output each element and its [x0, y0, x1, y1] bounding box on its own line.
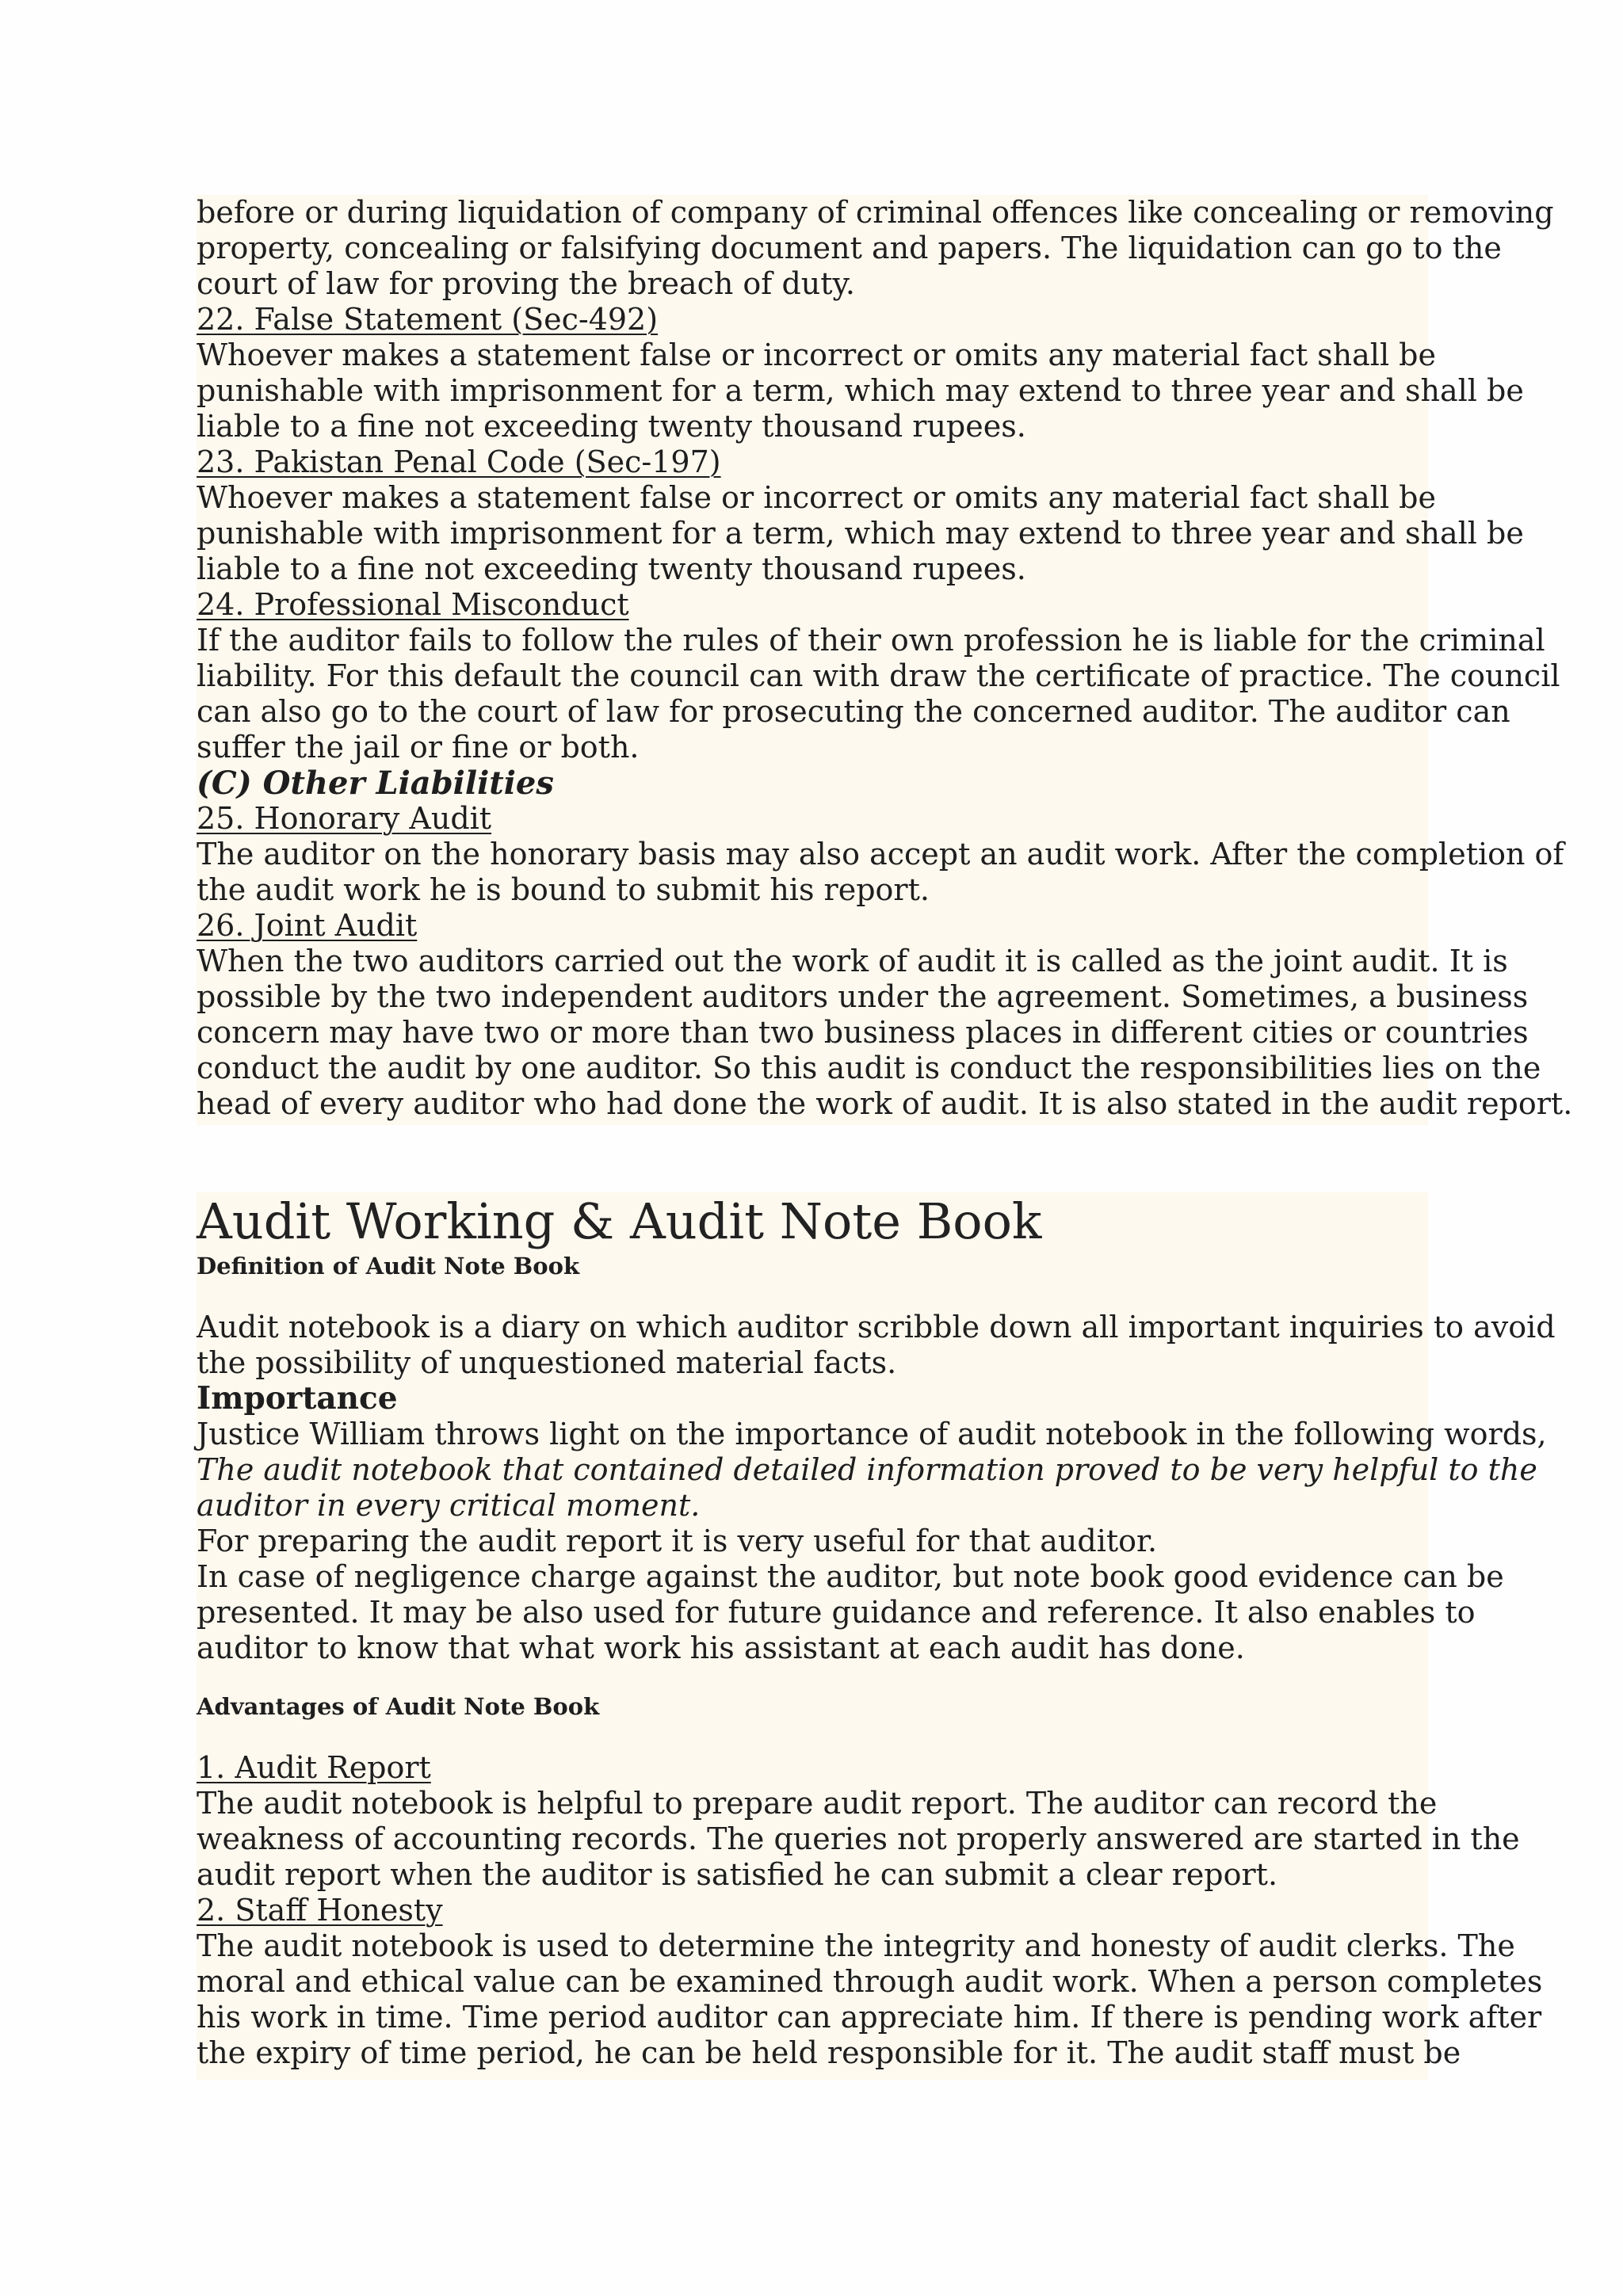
section-title: Audit Working & Audit Note Book — [197, 1192, 1042, 1250]
body-line: When the two auditors carried out the work of audit it is called as the joint audit. It is — [197, 944, 1508, 978]
body-line: court of law for proving the breach of duty. — [197, 266, 856, 301]
body-line: audit report when the auditor is satisfied he can submit a clear report. — [197, 1857, 1278, 1892]
item-25-heading[interactable]: 25. Honorary Audit — [197, 801, 492, 836]
body-line: In case of negligence charge against the auditor, but note book good evidence can be — [197, 1559, 1504, 1594]
body-line: liable to a fine not exceeding twenty thousand rupees. — [197, 551, 1026, 586]
body-line: punishable with imprisonment for a term, which may extend to three year and shall be — [197, 373, 1524, 408]
body-line: Whoever makes a statement false or incorrect or omits any material fact shall be — [197, 338, 1436, 372]
body-line: before or during liquidation of company of criminal offences like concealing or removing — [197, 195, 1554, 230]
definition-heading: Definition of Audit Note Book — [197, 1253, 580, 1280]
quote-line: auditor in every critical moment. — [197, 1488, 701, 1523]
liabilities-section — [197, 195, 1573, 1125]
other-liabilities-heading: (C) Other Liabilities — [197, 765, 554, 802]
body-line: suffer the jail or fine or both. — [197, 730, 640, 765]
body-line: punishable with imprisonment for a term, which may extend to three year and shall be — [197, 516, 1524, 551]
body-line: the expiry of time period, he can be held responsible for it. The audit staff must be — [197, 2035, 1461, 2070]
item-24-heading[interactable]: 24. Professional Misconduct — [197, 587, 629, 622]
body-line: Justice William throws light on the importance of audit notebook in the following words, — [197, 1417, 1547, 1451]
body-line: property, concealing or falsifying document and papers. The liquidation can go to the — [197, 231, 1502, 265]
body-line: Whoever makes a statement false or incorrect or omits any material fact shall be — [197, 480, 1436, 515]
audit-note-book-section — [197, 1192, 1556, 2080]
body-line: his work in time. Time period auditor can appreciate him. If there is pending work after — [197, 2000, 1542, 2035]
adv-1-heading[interactable]: 1. Audit Report — [197, 1750, 431, 1785]
body-line: The audit notebook is helpful to prepare audit report. The auditor can record the — [197, 1786, 1438, 1821]
item-23-heading[interactable]: 23. Pakistan Penal Code (Sec-197) — [197, 444, 721, 479]
body-line: moral and ethical value can be examined through audit work. When a person completes — [197, 1964, 1543, 1999]
body-line: concern may have two or more than two business places in different cities or countries — [197, 1015, 1529, 1050]
body-line: The auditor on the honorary basis may also accept an audit work. After the completion of — [197, 837, 1564, 871]
body-line: If the auditor fails to follow the rules of their own profession he is liable for the criminal — [197, 623, 1545, 658]
body-line: auditor to know that what work his assistant at each audit has done. — [197, 1630, 1245, 1665]
body-line: The audit notebook is used to determine the integrity and honesty of audit clerks. The — [197, 1928, 1515, 1963]
adv-2-heading[interactable]: 2. Staff Honesty — [197, 1893, 443, 1928]
body-line: head of every auditor who had done the work of audit. It is also stated in the audit report. — [197, 1086, 1573, 1121]
item-22-heading[interactable]: 22. False Statement (Sec-492) — [197, 302, 659, 337]
body-line: liable to a fine not exceeding twenty thousand rupees. — [197, 409, 1026, 444]
item-26-heading[interactable]: 26. Joint Audit — [197, 908, 418, 943]
body-line: Audit notebook is a diary on which auditor scribble down all important inquiries to avoid — [197, 1310, 1556, 1344]
body-line: can also go to the court of law for prosecuting the concerned auditor. The auditor can — [197, 694, 1510, 729]
body-line: the possibility of unquestioned material facts. — [197, 1345, 897, 1380]
body-line: possible by the two independent auditors under the agreement. Sometimes, a business — [197, 979, 1529, 1014]
body-line: presented. It may be also used for future guidance and reference. It also enables to — [197, 1595, 1476, 1630]
body-line: liability. For this default the council can with draw the certificate of practice. The council — [197, 658, 1560, 693]
body-line: For preparing the audit report it is very useful for that auditor. — [197, 1524, 1158, 1558]
body-line: the audit work he is bound to submit his report. — [197, 872, 930, 907]
body-line: conduct the audit by one auditor. So this audit is conduct the responsibilities lies on the — [197, 1051, 1541, 1085]
quote-line: The audit notebook that contained detailed information proved to be very helpful to the — [197, 1452, 1537, 1487]
advantages-heading: Advantages of Audit Note Book — [197, 1693, 600, 1720]
body-line: weakness of accounting records. The queries not properly answered are started in the — [197, 1821, 1520, 1856]
importance-heading: Importance — [197, 1380, 398, 1417]
